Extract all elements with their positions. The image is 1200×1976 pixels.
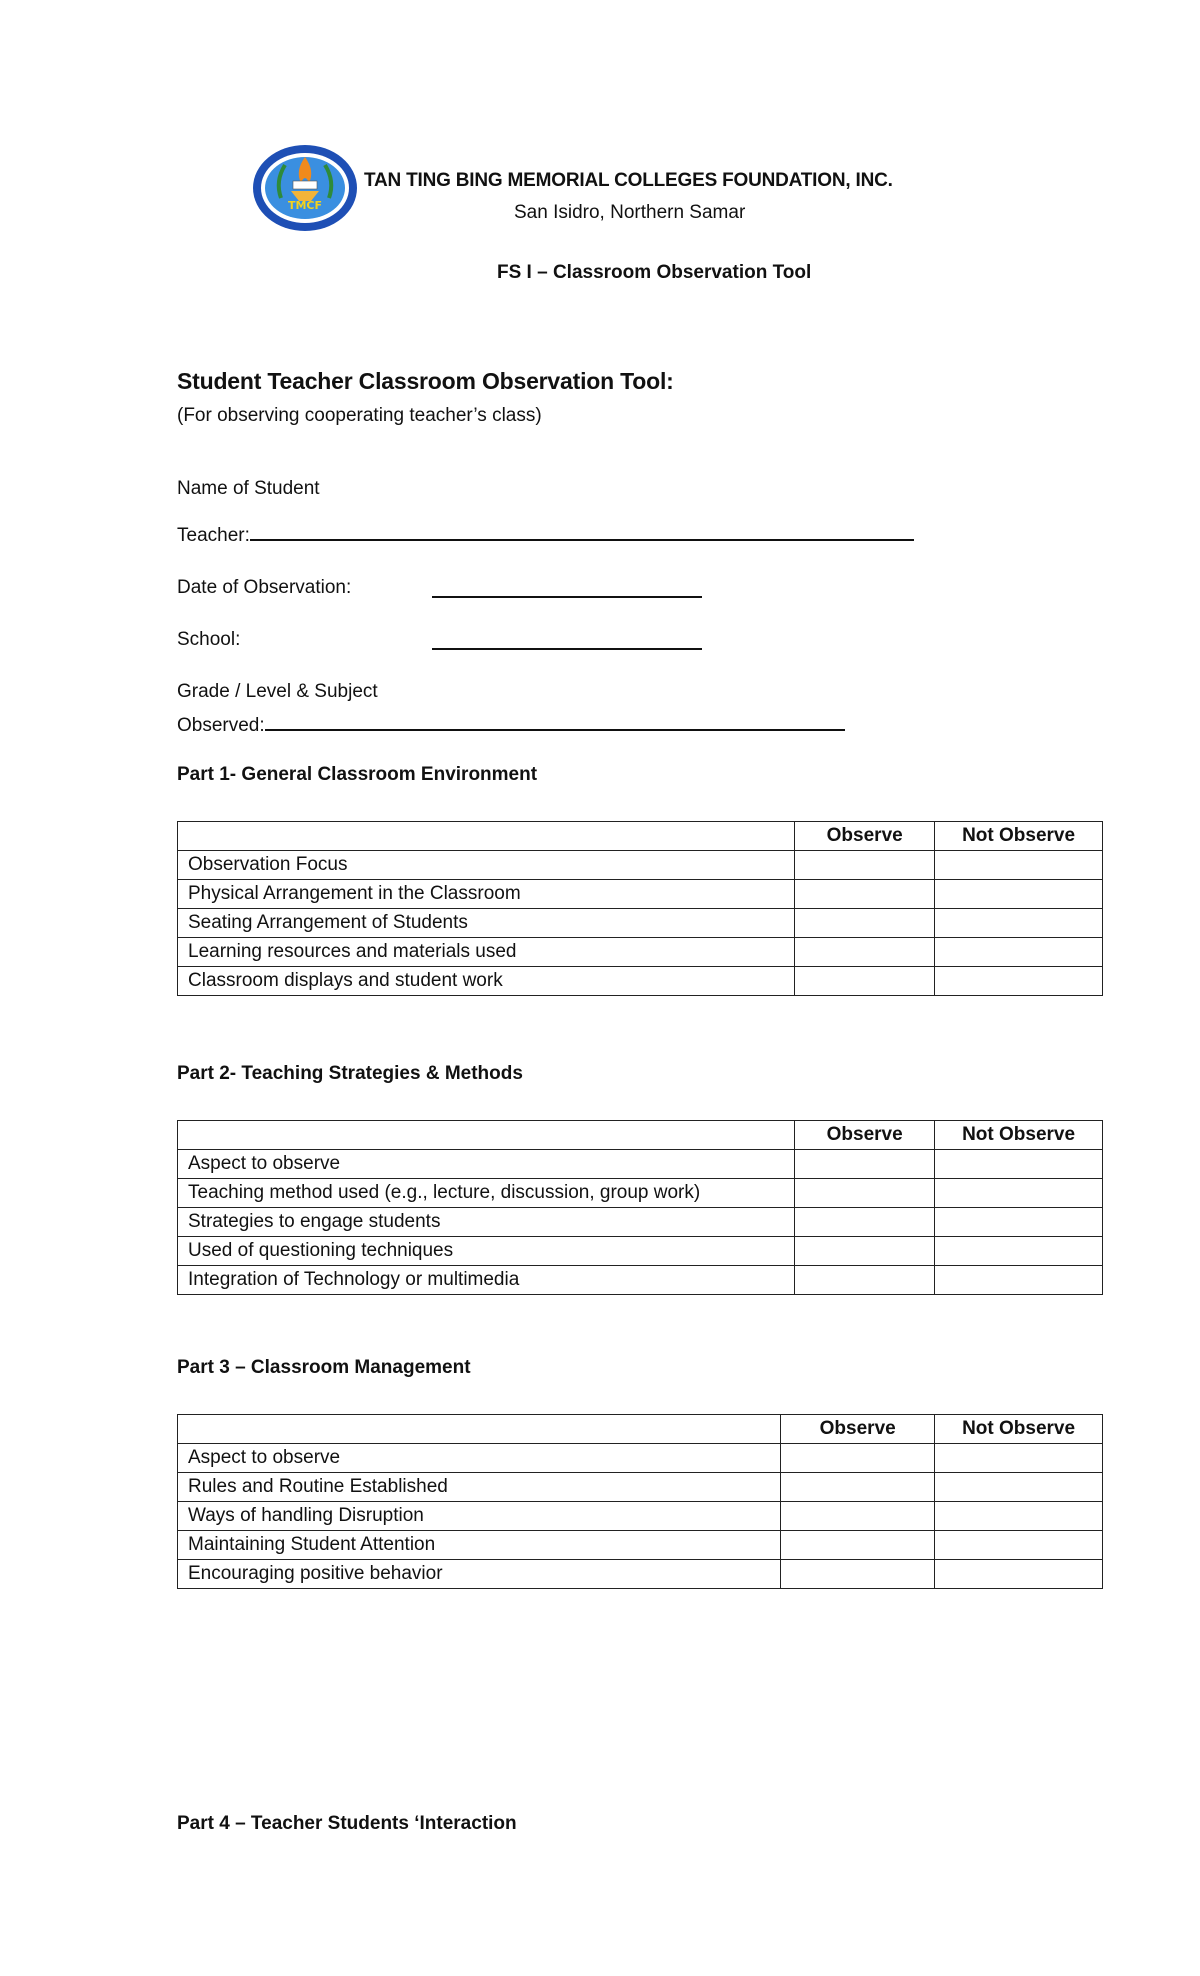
not-observe-cell[interactable] [935, 938, 1103, 967]
header-blank [178, 1121, 795, 1150]
observe-cell[interactable] [795, 1266, 935, 1295]
observe-cell[interactable] [781, 1473, 935, 1502]
not-observe-cell[interactable] [935, 1560, 1103, 1589]
not-observe-cell[interactable] [935, 1150, 1103, 1179]
student-teacher-label: Teacher: [177, 525, 250, 546]
date-of-observation-label: Date of Observation: [177, 577, 352, 598]
table-header-row [178, 1415, 1103, 1444]
part-2-title: Part 2- Teaching Strategies & Methods [177, 1063, 523, 1084]
row-label: Physical Arrangement in the Classroom [178, 880, 795, 909]
not-observe-cell[interactable] [935, 1531, 1103, 1560]
grade-observed-input-line[interactable] [265, 711, 845, 731]
row-label: Aspect to observe [178, 1444, 781, 1473]
table-row [178, 1502, 1103, 1531]
part-1-table [177, 821, 1103, 996]
date-of-observation-input-line[interactable] [432, 578, 702, 598]
observe-cell[interactable] [781, 1560, 935, 1589]
table-row [178, 1237, 1103, 1266]
school-location: San Isidro, Northern Samar [514, 202, 746, 223]
part-3-title: Part 3 – Classroom Management [177, 1357, 471, 1378]
grade-observed-label: Observed: [177, 715, 265, 736]
table-row [178, 1150, 1103, 1179]
header-blank [178, 822, 795, 851]
row-label: Teaching method used (e.g., lecture, discussion, group work) [178, 1179, 795, 1208]
table-row [178, 1179, 1103, 1208]
header-not-observe: Not Observe [935, 1121, 1103, 1150]
not-observe-cell[interactable] [935, 1444, 1103, 1473]
student-teacher-name-label: Name of Student [177, 478, 320, 499]
part-3-table [177, 1414, 1103, 1589]
table-row [178, 1444, 1103, 1473]
table-row [178, 967, 1103, 996]
row-label: Used of questioning techniques [178, 1237, 795, 1266]
school-seal-logo-icon [251, 143, 359, 233]
observe-cell[interactable] [795, 880, 935, 909]
row-label: Rules and Routine Established [178, 1473, 781, 1502]
table-row [178, 1473, 1103, 1502]
observe-cell[interactable] [781, 1502, 935, 1531]
observe-cell[interactable] [795, 938, 935, 967]
header-not-observe: Not Observe [935, 822, 1103, 851]
grade-level-subject-label: Grade / Level & Subject [177, 681, 378, 702]
table-row [178, 909, 1103, 938]
table-header-row [178, 1121, 1103, 1150]
observe-cell[interactable] [795, 1150, 935, 1179]
not-observe-cell[interactable] [935, 1208, 1103, 1237]
observe-cell[interactable] [795, 851, 935, 880]
row-label: Observation Focus [178, 851, 795, 880]
row-label: Ways of handling Disruption [178, 1502, 781, 1531]
page-subtitle: (For observing cooperating teacher’s class) [177, 405, 542, 426]
observe-cell[interactable] [795, 1208, 935, 1237]
table-row [178, 880, 1103, 909]
part-1-title: Part 1- General Classroom Environment [177, 764, 538, 785]
not-observe-cell[interactable] [935, 1237, 1103, 1266]
student-teacher-input-line[interactable] [250, 521, 914, 541]
header-not-observe: Not Observe [935, 1415, 1103, 1444]
row-label: Classroom displays and student work [178, 967, 795, 996]
observe-cell[interactable] [795, 1179, 935, 1208]
school-name: TAN TING BING MEMORIAL COLLEGES FOUNDATION, INC. [364, 170, 893, 191]
observe-cell[interactable] [795, 1237, 935, 1266]
school-input-line[interactable] [432, 630, 702, 650]
not-observe-cell[interactable] [935, 1266, 1103, 1295]
table-row [178, 1560, 1103, 1589]
observe-cell[interactable] [781, 1531, 935, 1560]
row-label: Maintaining Student Attention [178, 1531, 781, 1560]
grade-observed-field[interactable] [177, 711, 845, 737]
observe-cell[interactable] [781, 1444, 935, 1473]
not-observe-cell[interactable] [935, 909, 1103, 938]
header-observe: Observe [781, 1415, 935, 1444]
header-observe: Observe [795, 1121, 935, 1150]
row-label: Learning resources and materials used [178, 938, 795, 967]
table-row [178, 1266, 1103, 1295]
not-observe-cell[interactable] [935, 1473, 1103, 1502]
header-blank [178, 1415, 781, 1444]
observe-cell[interactable] [795, 967, 935, 996]
part-4-title: Part 4 – Teacher Students ‘Interaction [177, 1813, 517, 1834]
header-observe: Observe [795, 822, 935, 851]
page-title: Student Teacher Classroom Observation Tool: [177, 368, 674, 394]
table-row [178, 1531, 1103, 1560]
table-row [178, 851, 1103, 880]
table-row [178, 938, 1103, 967]
not-observe-cell[interactable] [935, 851, 1103, 880]
form-title: FS I – Classroom Observation Tool [497, 262, 812, 283]
part-2-table [177, 1120, 1103, 1295]
not-observe-cell[interactable] [935, 1179, 1103, 1208]
row-label: Encouraging positive behavior [178, 1560, 781, 1589]
observe-cell[interactable] [795, 909, 935, 938]
row-label: Integration of Technology or multimedia [178, 1266, 795, 1295]
school-label: School: [177, 629, 241, 650]
not-observe-cell[interactable] [935, 1502, 1103, 1531]
row-label: Seating Arrangement of Students [178, 909, 795, 938]
table-header-row [178, 822, 1103, 851]
table-row [178, 1208, 1103, 1237]
student-teacher-field[interactable] [177, 521, 914, 547]
not-observe-cell[interactable] [935, 967, 1103, 996]
svg-text:TMCF: TMCF [287, 199, 323, 212]
row-label: Strategies to engage students [178, 1208, 795, 1237]
not-observe-cell[interactable] [935, 880, 1103, 909]
row-label: Aspect to observe [178, 1150, 795, 1179]
